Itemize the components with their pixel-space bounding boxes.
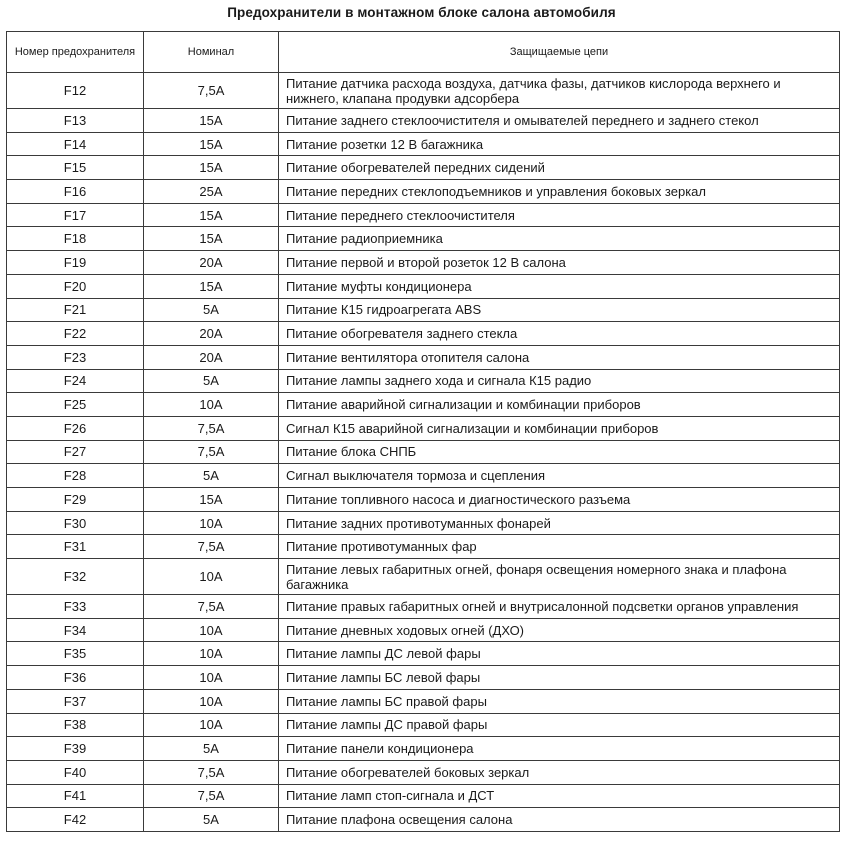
fuse-table: [6, 31, 840, 832]
fuse-number-cell: F23: [7, 345, 144, 369]
table-row: [7, 203, 840, 227]
fuse-number-cell: F28: [7, 464, 144, 488]
table-row: [7, 393, 840, 417]
fuse-number-cell: F41: [7, 784, 144, 808]
fuse-rating-cell: 7,5А: [144, 73, 279, 109]
fuse-rating-cell: 5А: [144, 737, 279, 761]
fuse-number-cell: F29: [7, 488, 144, 512]
fuse-circuit-cell: Питание задних противотуманных фонарей: [279, 511, 840, 535]
fuse-number-cell: F24: [7, 369, 144, 393]
table-row: [7, 298, 840, 322]
fuse-circuit-cell: Питание лампы ДС правой фары: [279, 713, 840, 737]
fuse-number-cell: F37: [7, 689, 144, 713]
table-row: [7, 251, 840, 275]
fuse-number-cell: F14: [7, 132, 144, 156]
fuse-rating-cell: 15А: [144, 227, 279, 251]
fuse-circuit-cell: Питание левых габаритных огней, фонаря освещения номерного знака и плафона багажника: [279, 559, 840, 595]
fuse-rating-cell: 15А: [144, 109, 279, 133]
table-row: [7, 642, 840, 666]
table-row: [7, 73, 840, 109]
fuse-rating-cell: 7,5А: [144, 784, 279, 808]
fuse-number-cell: F30: [7, 511, 144, 535]
fuse-circuit-cell: Питание лампы БС левой фары: [279, 666, 840, 690]
fuse-number-cell: F38: [7, 713, 144, 737]
fuse-rating-cell: 15А: [144, 132, 279, 156]
fuse-number-cell: F19: [7, 251, 144, 275]
table-row: [7, 109, 840, 133]
fuse-rating-cell: 7,5А: [144, 416, 279, 440]
table-row: [7, 227, 840, 251]
fuse-number-cell: F21: [7, 298, 144, 322]
fuse-circuit-cell: Питание плафона освещения салона: [279, 808, 840, 832]
fuse-number-cell: F18: [7, 227, 144, 251]
fuse-rating-cell: 7,5А: [144, 440, 279, 464]
fuse-rating-cell: 5А: [144, 369, 279, 393]
table-row: [7, 808, 840, 832]
fuse-circuit-cell: Питание панели кондиционера: [279, 737, 840, 761]
fuse-circuit-cell: Питание обогревателя заднего стекла: [279, 322, 840, 346]
table-row: [7, 156, 840, 180]
fuse-circuit-cell: Питание переднего стеклоочистителя: [279, 203, 840, 227]
fuse-rating-cell: 10А: [144, 393, 279, 417]
fuse-circuit-cell: Питание аварийной сигнализации и комбинации приборов: [279, 393, 840, 417]
fuse-rating-cell: 7,5А: [144, 535, 279, 559]
fuse-circuit-cell: Питание лампы ДС левой фары: [279, 642, 840, 666]
fuse-rating-cell: 7,5А: [144, 595, 279, 619]
table-row: [7, 132, 840, 156]
fuse-rating-cell: 10А: [144, 511, 279, 535]
fuse-circuit-cell: Питание радиоприемника: [279, 227, 840, 251]
fuse-number-cell: F33: [7, 595, 144, 619]
page-title: Предохранители в монтажном блоке салона автомобиля: [227, 5, 616, 20]
table-row: [7, 416, 840, 440]
fuse-circuit-cell: Питание топливного насоса и диагностического разъема: [279, 488, 840, 512]
fuse-circuit-cell: Питание дневных ходовых огней (ДХО): [279, 618, 840, 642]
fuse-circuit-cell: Питание ламп стоп-сигнала и ДСТ: [279, 784, 840, 808]
fuse-number-cell: F34: [7, 618, 144, 642]
table-row: [7, 274, 840, 298]
table-row: [7, 369, 840, 393]
table-row: [7, 713, 840, 737]
column-header-rating: Номинал: [144, 32, 279, 73]
fuse-rating-cell: 10А: [144, 618, 279, 642]
table-body: [7, 73, 840, 832]
table-row: [7, 595, 840, 619]
fuse-number-cell: F13: [7, 109, 144, 133]
table-row: [7, 618, 840, 642]
fuse-rating-cell: 20А: [144, 251, 279, 275]
table-row: [7, 760, 840, 784]
table-row: [7, 666, 840, 690]
table-row: [7, 464, 840, 488]
fuse-circuit-cell: Питание лампы заднего хода и сигнала К15 радио: [279, 369, 840, 393]
fuse-circuit-cell: Питание датчика расхода воздуха, датчика фазы, датчиков кислорода верхнего и нижнего, клапана продувки адсорбера: [279, 73, 840, 109]
fuse-circuit-cell: Питание розетки 12 В багажника: [279, 132, 840, 156]
fuse-rating-cell: 15А: [144, 274, 279, 298]
fuse-circuit-cell: Питание муфты кондиционера: [279, 274, 840, 298]
fuse-number-cell: F35: [7, 642, 144, 666]
fuse-number-cell: F27: [7, 440, 144, 464]
fuse-circuit-cell: Сигнал К15 аварийной сигнализации и комбинации приборов: [279, 416, 840, 440]
fuse-number-cell: F42: [7, 808, 144, 832]
fuse-rating-cell: 20А: [144, 322, 279, 346]
table-row: [7, 488, 840, 512]
fuse-rating-cell: 20А: [144, 345, 279, 369]
table-row: [7, 345, 840, 369]
fuse-number-cell: F36: [7, 666, 144, 690]
table-row: [7, 784, 840, 808]
fuse-rating-cell: 15А: [144, 203, 279, 227]
fuse-circuit-cell: Питание передних стеклоподъемников и управления боковых зеркал: [279, 180, 840, 204]
fuse-rating-cell: 10А: [144, 713, 279, 737]
fuse-circuit-cell: Питание К15 гидроагрегата ABS: [279, 298, 840, 322]
fuse-number-cell: F17: [7, 203, 144, 227]
table-row: [7, 511, 840, 535]
fuse-circuit-cell: Питание лампы БС правой фары: [279, 689, 840, 713]
fuse-number-cell: F40: [7, 760, 144, 784]
table-row: [7, 689, 840, 713]
table-row: [7, 440, 840, 464]
fuse-rating-cell: 10А: [144, 689, 279, 713]
fuse-circuit-cell: Питание вентилятора отопителя салона: [279, 345, 840, 369]
fuse-circuit-cell: Сигнал выключателя тормоза и сцепления: [279, 464, 840, 488]
table-row: [7, 535, 840, 559]
fuse-rating-cell: 7,5А: [144, 760, 279, 784]
fuse-rating-cell: 10А: [144, 642, 279, 666]
fuse-circuit-cell: Питание первой и второй розеток 12 В салона: [279, 251, 840, 275]
fuse-rating-cell: 15А: [144, 488, 279, 512]
fuse-number-cell: F12: [7, 73, 144, 109]
fuse-number-cell: F39: [7, 737, 144, 761]
fuse-circuit-cell: Питание противотуманных фар: [279, 535, 840, 559]
fuse-rating-cell: 5А: [144, 298, 279, 322]
fuse-circuit-cell: Питание заднего стеклоочистителя и омывателей переднего и заднего стекол: [279, 109, 840, 133]
fuse-number-cell: F25: [7, 393, 144, 417]
table-row: [7, 559, 840, 595]
fuse-circuit-cell: Питание обогревателей передних сидений: [279, 156, 840, 180]
fuse-number-cell: F32: [7, 559, 144, 595]
fuse-number-cell: F22: [7, 322, 144, 346]
fuse-number-cell: F31: [7, 535, 144, 559]
fuse-rating-cell: 15А: [144, 156, 279, 180]
column-header-number: Номер предохранителя: [7, 32, 144, 73]
fuse-rating-cell: 10А: [144, 666, 279, 690]
fuse-rating-cell: 5А: [144, 464, 279, 488]
fuse-number-cell: F16: [7, 180, 144, 204]
table-row: [7, 180, 840, 204]
fuse-number-cell: F20: [7, 274, 144, 298]
fuse-circuit-cell: Питание обогревателей боковых зеркал: [279, 760, 840, 784]
column-header-circuits: Защищаемые цепи: [279, 32, 840, 73]
fuse-circuit-cell: Питание правых габаритных огней и внутрисалонной подсветки органов управления: [279, 595, 840, 619]
fuse-number-cell: F26: [7, 416, 144, 440]
table-row: [7, 322, 840, 346]
table-row: [7, 737, 840, 761]
fuse-rating-cell: 5А: [144, 808, 279, 832]
fuse-circuit-cell: Питание блока СНПБ: [279, 440, 840, 464]
fuse-rating-cell: 10А: [144, 559, 279, 595]
fuse-number-cell: F15: [7, 156, 144, 180]
table-header-row: [7, 32, 840, 73]
fuse-rating-cell: 25А: [144, 180, 279, 204]
